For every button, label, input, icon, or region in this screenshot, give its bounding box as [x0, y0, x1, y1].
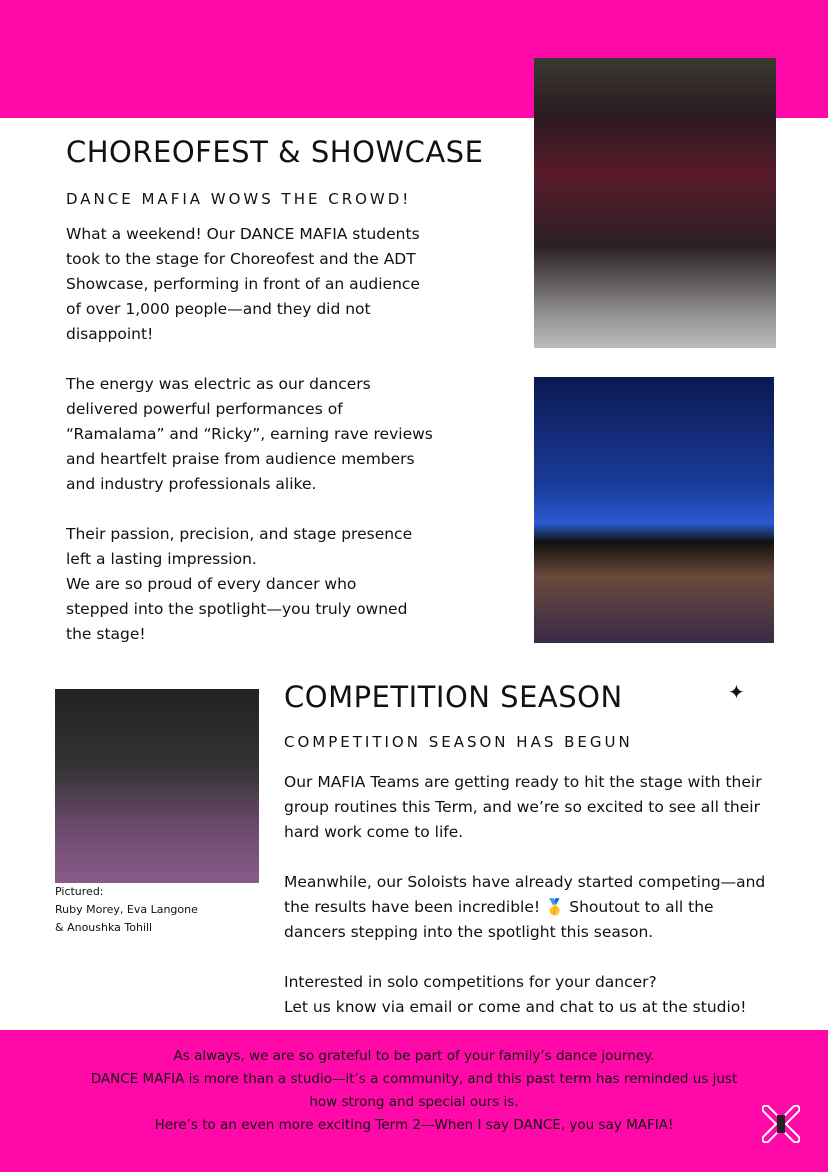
sparkle-icon: ✦: [728, 680, 745, 704]
dancers-group-photo: [534, 58, 776, 348]
dance-mafia-logo-icon: [762, 1105, 800, 1143]
soloists-photo: [55, 689, 259, 883]
section-title-choreofest: CHOREOFEST & SHOWCASE: [66, 135, 484, 169]
stage-performance-photo: [534, 377, 774, 643]
section-title-competition: COMPETITION SEASON: [284, 680, 623, 714]
photo-caption: Pictured: Ruby Morey, Eva Langone & Anoushka Tohill: [55, 885, 198, 934]
section-subtitle-choreofest: DANCE MAFIA WOWS THE CROWD!: [66, 190, 412, 208]
choreofest-body: What a weekend! Our DANCE MAFIA students took to the stage for Choreofest and the ADT Showcase, performing in front of an audience of over 1,000 people—and they did not disappoint! The energy was electric as our dancers delivered powerful performances of “Ramalama” and “Ricky”, earning rave reviews and heartfelt praise from audience members and industry professionals alike. Their passion, precision, and stage presence left a lasting impression. We are so proud of every dancer who stepped into the spotlight—you truly owned the stage!: [66, 225, 433, 643]
competition-body: Our MAFIA Teams are getting ready to hit the stage with their group routines this Term, and we’re so excited to see all their hard work come to life. Meanwhile, our Soloists have already started competing—and the results have been incredible! 🥇 Shoutout to all the dancers stepping into the spotlight this season. Interested in solo competitions for your dancer? Let us know via email or come and chat to us at the studio!: [284, 773, 766, 1016]
section-subtitle-competition: COMPETITION SEASON HAS BEGUN: [284, 733, 633, 751]
footer-message: As always, we are so grateful to be part of your family’s dance journey. DANCE MAFIA is more than a studio—it’s a community, and this past term has reminded us just how strong and special ours is. Here’s to an even more exciting Term 2—When I say DANCE, you say MAFIA!: [90, 1048, 738, 1133]
